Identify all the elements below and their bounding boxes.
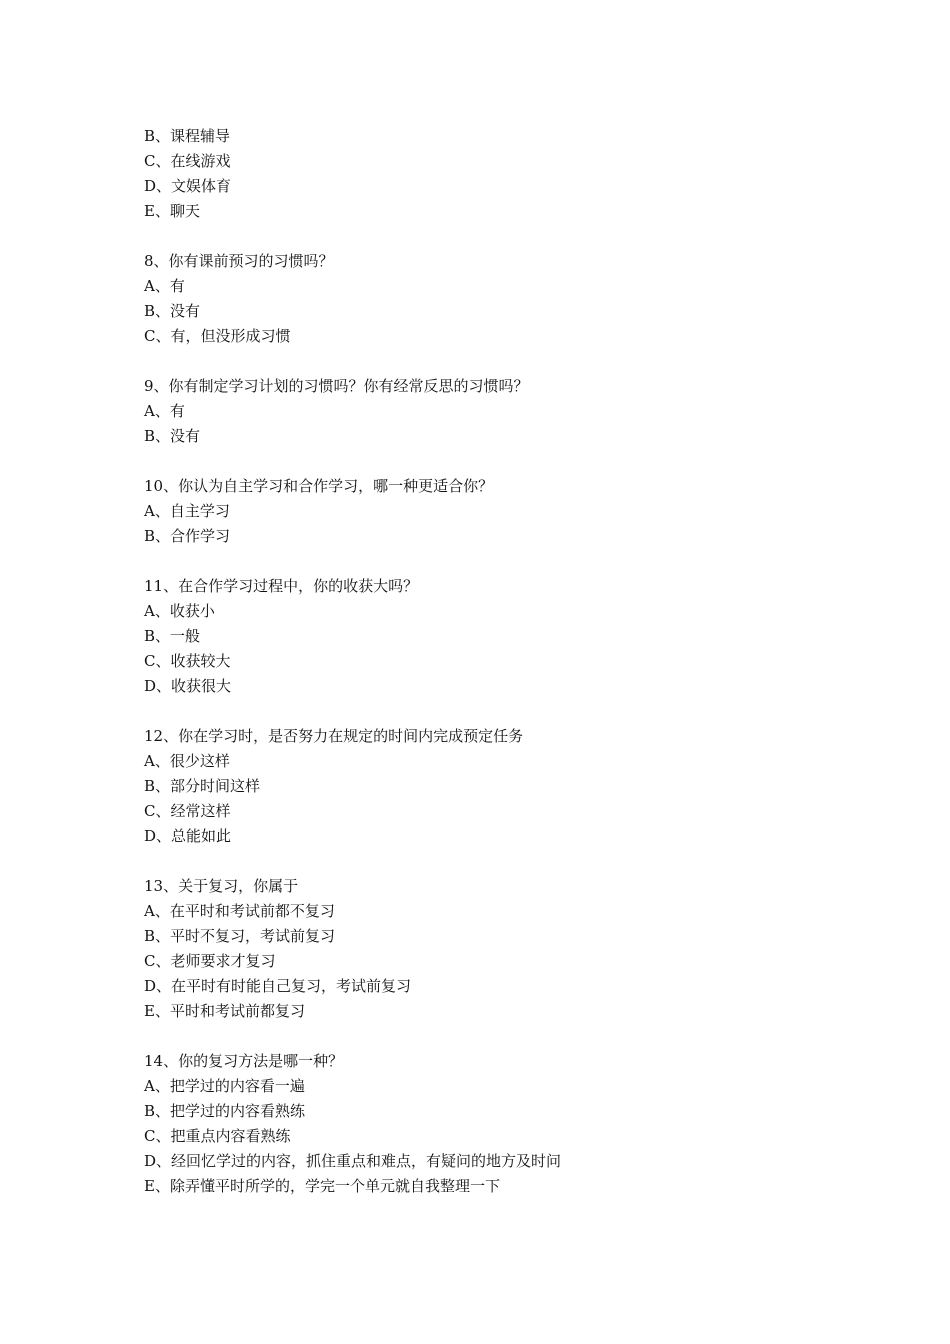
option-line: D、经回忆学过的内容，抓住重点和难点，有疑问的地方及时问: [144, 1152, 562, 1170]
option-line: C、把重点内容看熟练: [144, 1127, 291, 1145]
question-block-13: [144, 874, 844, 1024]
question-text: 13、关于复习，你属于: [144, 877, 299, 895]
option-line: C、老师要求才复习: [144, 952, 276, 970]
question-block-14: [144, 1049, 844, 1199]
question-text: 9、你有制定学习计划的习惯吗？你有经常反思的习惯吗？: [144, 377, 529, 395]
option-line: B、没有: [144, 302, 201, 320]
question-text: 10、你认为自主学习和合作学习，哪一种更适合你？: [144, 477, 494, 495]
option-line: B、合作学习: [144, 527, 231, 545]
question-block-12: [144, 724, 844, 849]
option-line: B、部分时间这样: [144, 777, 261, 795]
question-7-options-continued: [144, 124, 844, 224]
option-line: E、聊天: [144, 202, 200, 220]
question-text: 8、你有课前预习的习惯吗？: [144, 252, 334, 270]
option-line: A、把学过的内容看一遍: [144, 1077, 305, 1095]
question-text: 14、你的复习方法是哪一种？: [144, 1052, 344, 1070]
spacer: [144, 549, 844, 574]
question-text: 11、在合作学习过程中，你的收获大吗？: [144, 577, 419, 595]
option-line: D、收获很大: [144, 677, 232, 695]
option-line: C、经常这样: [144, 802, 231, 820]
question-block-11: [144, 574, 844, 699]
option-line: A、收获小: [144, 602, 215, 620]
option-line: E、除弄懂平时所学的，学完一个单元就自我整理一下: [144, 1177, 500, 1195]
question-text: 12、你在学习时，是否努力在规定的时间内完成预定任务: [144, 727, 524, 745]
option-line: B、把学过的内容看熟练: [144, 1102, 306, 1120]
option-line: A、在平时和考试前都不复习: [144, 902, 335, 920]
spacer: [144, 699, 844, 724]
option-line: E、平时和考试前都复习: [144, 1002, 305, 1020]
survey-document: [144, 124, 844, 1199]
option-line: A、有: [144, 277, 185, 295]
spacer: [144, 1024, 844, 1049]
option-line: B、一般: [144, 627, 201, 645]
spacer: [144, 849, 844, 874]
option-line: B、平时不复习，考试前复习: [144, 927, 336, 945]
option-line: B、没有: [144, 427, 201, 445]
option-line: B、课程辅导: [144, 127, 231, 145]
question-block-10: [144, 474, 844, 549]
spacer: [144, 224, 844, 249]
question-block-9: [144, 374, 844, 449]
spacer: [144, 449, 844, 474]
option-line: C、有，但没形成习惯: [144, 327, 291, 345]
question-block-8: [144, 249, 844, 349]
option-line: A、很少这样: [144, 752, 230, 770]
option-line: D、文娱体育: [144, 177, 232, 195]
option-line: D、在平时有时能自己复习，考试前复习: [144, 977, 412, 995]
option-line: C、在线游戏: [144, 152, 231, 170]
option-line: D、总能如此: [144, 827, 232, 845]
option-line: C、收获较大: [144, 652, 231, 670]
spacer: [144, 349, 844, 374]
option-line: A、有: [144, 402, 185, 420]
option-line: A、自主学习: [144, 502, 230, 520]
